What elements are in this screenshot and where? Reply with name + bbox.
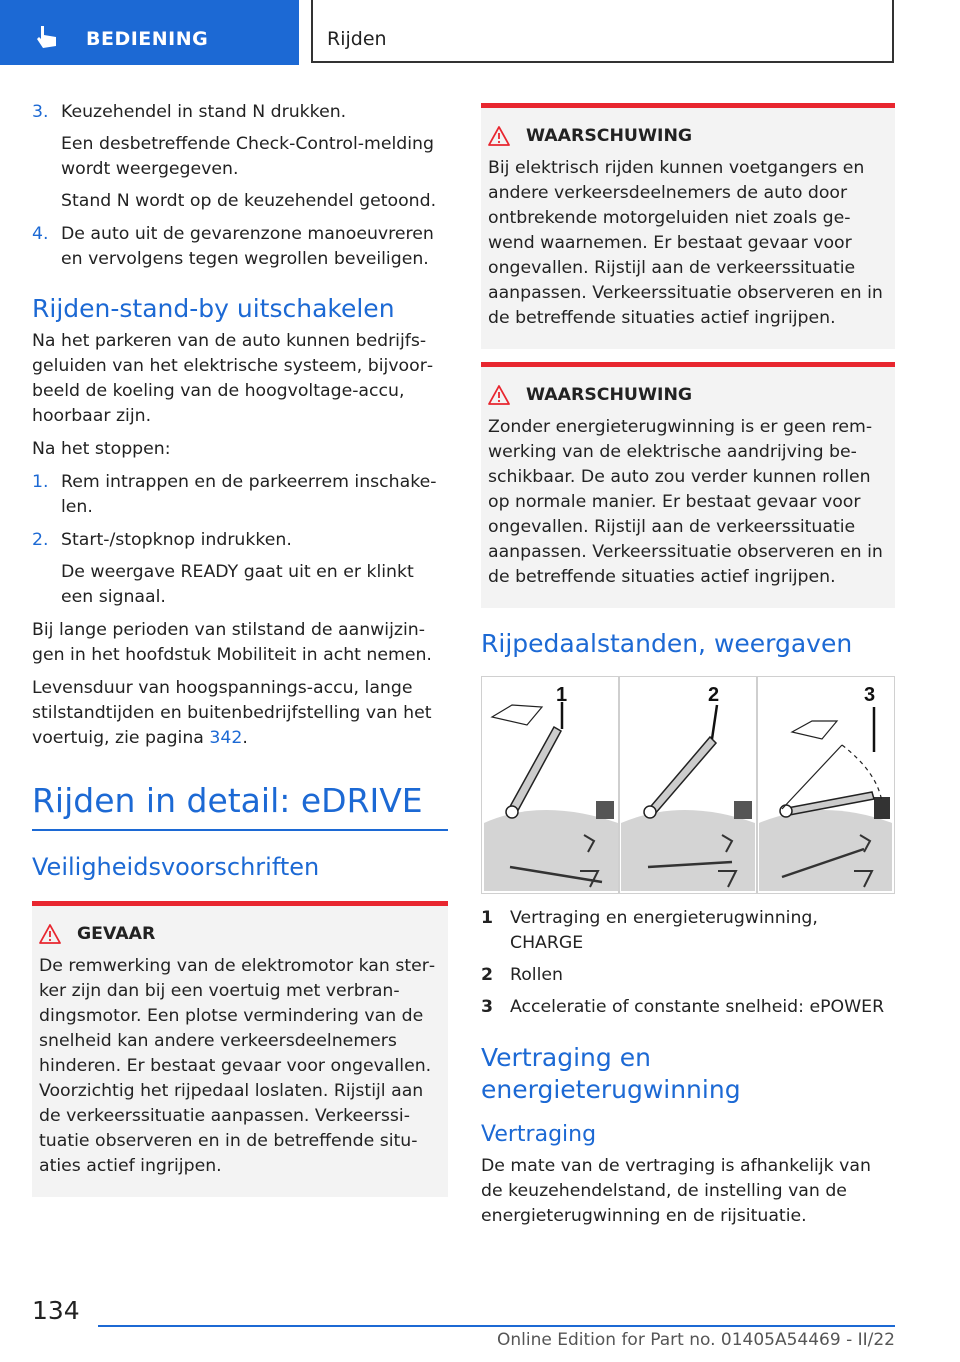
danger-title-row bbox=[39, 924, 442, 944]
legend-item bbox=[481, 995, 895, 1020]
step-number: 1. bbox=[32, 472, 49, 492]
panel-rolling bbox=[621, 705, 755, 891]
panel-charge bbox=[484, 702, 618, 891]
paragraph-standby: Na het parkeren van de auto kunnen bedrijfsgeluiden van het elektrische systeem, bijvoorbeeld de koeling van de hoogvoltage-accu, hoorbaar zijn. bbox=[32, 331, 434, 426]
legend-text: Vertraging en energieterugwinning, CHARGE bbox=[510, 908, 818, 953]
warning-title-row bbox=[488, 385, 889, 405]
legend-item bbox=[481, 963, 895, 988]
list-item bbox=[32, 470, 448, 520]
paragraph-after-stop: Na het stoppen: bbox=[32, 439, 171, 459]
legend-text: Acceleratie of constante snelheid: ePOWER bbox=[510, 997, 885, 1017]
paragraph-decel: De mate van de vertraging is afhankelijk van de keuzehendelstand, de instelling van de energieterugwinning en de rijsituatie. bbox=[481, 1156, 871, 1226]
pedal-illustration bbox=[482, 677, 894, 893]
legend-number: 2 bbox=[481, 965, 494, 985]
header-chapter-box bbox=[311, 0, 894, 63]
step-number: 4. bbox=[32, 224, 49, 244]
step-text: Rem intrappen en de parkeerrem inschakelen. bbox=[61, 472, 437, 517]
warning-text: Zonder energieterugwinning is er geen remwerking van de elektrische aandrijving beschikbaar. De auto zou verder kunnen rollen op normale manier. Er bestaat gevaar voor ongevallen. Rijstijl aan de verkeerssituatie aanpassen. Verkeerssituatie observeren en in de betreffende situaties actief ingrijpen. bbox=[488, 417, 883, 587]
hand-pointer-icon bbox=[34, 24, 60, 50]
left-column bbox=[32, 100, 448, 1197]
page-link[interactable]: 342 bbox=[209, 728, 243, 748]
pedal-positions-figure bbox=[481, 676, 895, 894]
step-number: 3. bbox=[32, 102, 49, 122]
warning-triangle-icon bbox=[488, 385, 510, 405]
heading-decel: Vertraging en energieterugwinning bbox=[481, 1043, 741, 1104]
paragraph-lifetime-end: . bbox=[242, 728, 248, 748]
step-text: Keuzehendel in stand N drukken. bbox=[61, 102, 347, 122]
right-column bbox=[481, 103, 895, 1229]
warning-triangle-icon bbox=[488, 126, 510, 146]
footer-edition: Online Edition for Part no. 01405A54469 - II/22 bbox=[496, 1330, 895, 1350]
heading-safety: Veiligheidsvoorschriften bbox=[32, 852, 320, 881]
step-number: 2. bbox=[32, 530, 49, 550]
heading-rule bbox=[32, 829, 448, 831]
step-text: Start-/stopknop indrukken. bbox=[61, 530, 292, 550]
step-sub-text: Een desbetreffende Check-Control-melding wordt weergegeven. bbox=[61, 134, 434, 179]
paragraph-lifetime bbox=[32, 676, 448, 751]
warning-box bbox=[481, 103, 895, 349]
legend-text: Rollen bbox=[510, 965, 563, 985]
header-section-tab bbox=[0, 0, 299, 65]
warning-triangle-icon bbox=[39, 924, 61, 944]
warning-title: WAARSCHUWING bbox=[526, 385, 693, 405]
step-sub-text: De weergave READY gaat uit en er klinkt een signaal. bbox=[61, 562, 414, 607]
danger-text: De remwerking van de elektromotor kan sterker zijn dan bij een voertuig met verbrandingsmotor. Een plotse vermindering van de snelheid kan andere verkeersdeelnemers hinderen. Er bestaat gevaar voor ongevallen. Voorzichtig het rijpedaal loslaten. Rijstijl aan de verkeerssituatie aanpassen. Verkeerssituatie observeren en in de betreffende situaties actief ingrijpen. bbox=[39, 955, 436, 1176]
heading-pedal: Rijpedaalstanden, weergaven bbox=[481, 629, 853, 658]
heading-decel-sub: Vertraging bbox=[481, 1122, 597, 1147]
danger-title: GEVAAR bbox=[77, 923, 156, 944]
heading-standby: Rijden-stand-by uitschakelen bbox=[32, 294, 395, 323]
paragraph-lifetime-text: Levensduur van hoogspannings-accu, lange stilstandtijden en buitenbedrijfstelling van het voertuig, zie pagina bbox=[32, 678, 432, 748]
figure-label-1: 1 bbox=[556, 684, 568, 706]
warning-text: Bij elektrisch rijden kunnen voetgangers en andere verkeersdeelnemers de auto door ontbrekende motorgeluiden niet zoals gewend waarnemen. Er bestaat gevaar voor ongevallen. Rijstijl aan de verkeerssituatie aanpassen. Verkeerssituatie observeren en in de betreffende situaties actief ingrijpen. bbox=[488, 158, 883, 328]
danger-box bbox=[32, 901, 448, 1197]
list-item bbox=[32, 528, 448, 610]
paragraph-long-standstill: Bij lange perioden van stilstand de aanwijzingen in het hoofdstuk Mobiliteit in acht nemen. bbox=[32, 620, 432, 665]
step-text: De auto uit de gevarenzone manoeuvreren en vervolgens tegen wegrollen beveiligen. bbox=[61, 224, 434, 269]
warning-box bbox=[481, 362, 895, 608]
panel-epower bbox=[759, 707, 892, 891]
legend-number: 3 bbox=[481, 997, 494, 1017]
legend-item bbox=[481, 906, 895, 956]
legend-number: 1 bbox=[481, 908, 494, 928]
warning-title: WAARSCHUWING bbox=[526, 126, 693, 146]
list-item bbox=[32, 222, 448, 272]
page-number: 134 bbox=[32, 1296, 80, 1325]
footer-rule bbox=[98, 1325, 895, 1327]
header-section-label: BEDIENING bbox=[86, 28, 209, 50]
figure-label-2: 2 bbox=[708, 684, 720, 706]
step-sub-text: Stand N wordt op de keuzehendel getoond. bbox=[61, 191, 437, 211]
header-chapter-label: Rijden bbox=[327, 28, 387, 50]
list-item bbox=[32, 100, 448, 214]
figure-label-3: 3 bbox=[864, 684, 876, 706]
heading-edrive: Rijden in detail: eDRIVE bbox=[32, 781, 423, 820]
warning-title-row bbox=[488, 126, 889, 146]
figure-legend bbox=[481, 906, 895, 1020]
